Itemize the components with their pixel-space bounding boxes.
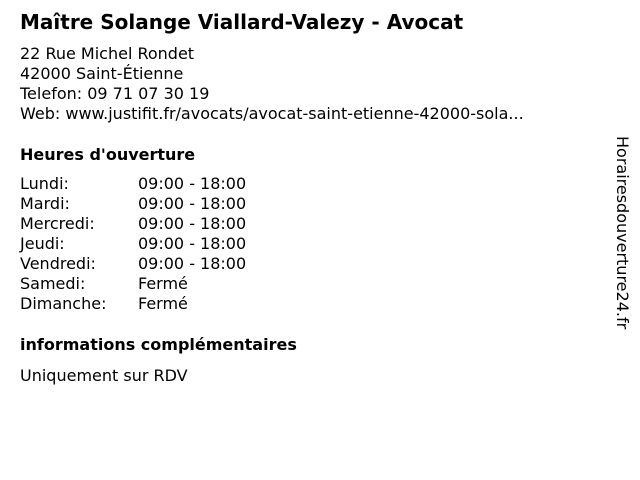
day-label: Vendredi: [20,254,96,273]
phone-number: Telefon: 09 71 07 30 19 [20,84,210,103]
hours-value: 09:00 - 18:00 [138,214,247,233]
hours-value: Fermé [138,274,188,293]
page-title: Maître Solange Viallard-Valezy - Avocat [20,10,464,34]
website-link[interactable]: Web: www.justifit.fr/avocats/avocat-saint-etienne-42000-sola... [20,104,524,123]
hours-heading: Heures d'ouverture [20,145,196,164]
day-label: Mercredi: [20,214,95,233]
opening-hours-list [20,174,246,314]
day-label: Jeudi: [20,234,65,253]
hours-value: Fermé [138,294,188,313]
hours-row-friday [20,254,246,274]
hours-value: 09:00 - 18:00 [138,194,247,213]
city-address: 42000 Saint-Étienne [20,64,184,83]
info-text: Uniquement sur RDV [20,366,188,385]
day-label: Samedi: [20,274,86,293]
day-label: Lundi: [20,174,69,193]
hours-row-monday [20,174,246,194]
hours-row-tuesday [20,194,246,214]
hours-row-thursday [20,234,246,254]
street-address: 22 Rue Michel Rondet [20,44,195,63]
brand-watermark: Horairesdouverture24.fr [613,136,632,330]
hours-value: 09:00 - 18:00 [138,234,247,253]
day-label: Dimanche: [20,294,107,313]
hours-value: 09:00 - 18:00 [138,254,247,273]
hours-row-saturday [20,274,246,294]
info-heading: informations complémentaires [20,335,297,354]
hours-row-sunday [20,294,246,314]
day-label: Mardi: [20,194,70,213]
hours-value: 09:00 - 18:00 [138,174,247,193]
hours-row-wednesday [20,214,246,234]
address-block [20,44,524,124]
